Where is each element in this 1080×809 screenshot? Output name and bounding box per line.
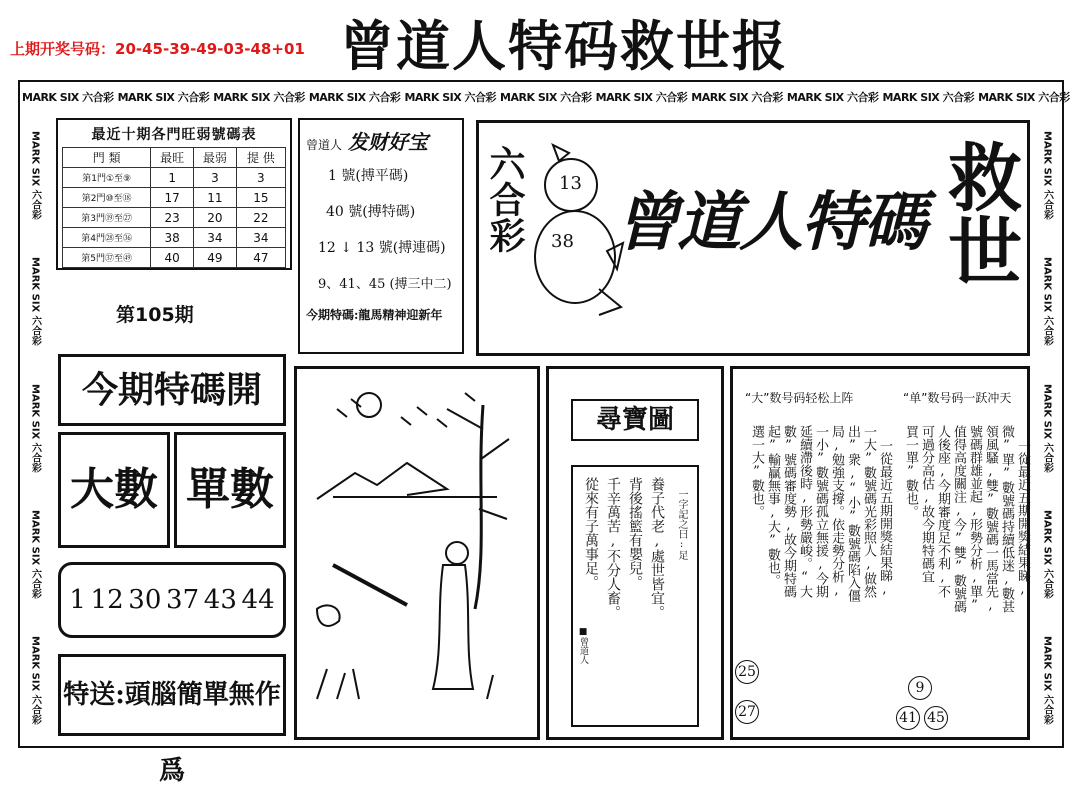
option-big-label: 大數	[70, 464, 158, 515]
table-cell: 38	[151, 228, 194, 248]
number-ball: 25	[735, 660, 759, 684]
table-cell: 11	[194, 188, 237, 208]
fortune-box	[298, 118, 464, 354]
history-title: 最近十期各門旺弱號碼表	[91, 127, 257, 143]
special-number: 37	[166, 585, 200, 615]
table-cell: 23	[151, 208, 194, 228]
strip-label: MARK SIX 六合彩	[404, 91, 497, 104]
special-number: 12	[90, 585, 124, 615]
scroll-line: 背後搖籃有嬰兒。	[627, 477, 643, 589]
table-row	[63, 208, 286, 228]
table-cell: 第4門㉘至㊱	[63, 228, 151, 248]
table-header-row	[63, 148, 286, 168]
fortune-line: 40 號(搏特碼)	[326, 204, 416, 220]
scroll-line: 從來有子萬事足。	[583, 477, 599, 589]
special-number: 1	[69, 585, 86, 615]
column-header: 門 類	[63, 148, 151, 168]
analysis-column: 數”號碼審度勢,故今期特碼	[781, 425, 796, 598]
scroll-line: 千辛萬苦,不分人畜。	[605, 477, 621, 619]
strip-label: MARK SIX 六合彩	[1041, 636, 1053, 726]
analysis-column: 買一單”數也。	[903, 425, 918, 518]
fortune-heading	[306, 126, 456, 155]
strip-label: MARK SIX 六合彩	[691, 91, 783, 104]
strip-label: MARK SIX 六合彩	[1041, 130, 1053, 220]
table-cell: 34	[194, 228, 237, 248]
banner-title-side: 救世	[936, 139, 1022, 287]
banner-box	[476, 120, 1030, 356]
analysis-column: 人後座,今期審度足不利,不	[935, 425, 950, 598]
option-odd-label: 單數	[186, 464, 274, 515]
table-cell: 第5門㊲至㊾	[63, 248, 151, 268]
scroll-line: 養子代老,處世皆宜。	[649, 477, 665, 619]
open-title: 今期特碼開	[81, 369, 262, 411]
table-row	[63, 228, 286, 248]
analysis-column: 局,勉強支撐。依走勢分析,	[829, 425, 844, 598]
analysis-column: 一從最近五期開獎結果睇,	[877, 439, 892, 597]
option-big-box	[58, 432, 170, 548]
option-odd-box	[174, 432, 286, 548]
mark-six-strip-top	[20, 84, 1070, 110]
strip-label: MARK SIX 六合彩	[22, 91, 114, 104]
analysis-column: 出”衆,“小”數號碼陷入僵	[845, 425, 860, 602]
strip-label: MARK SIX 六合彩	[595, 91, 688, 104]
strip-label: MARK SIX 六合彩	[978, 91, 1070, 104]
special-number: 44	[241, 585, 275, 615]
gift-text: 特送:頭腦簡單無作爲	[63, 680, 281, 786]
number-ball: 45	[924, 706, 948, 730]
history-table	[62, 147, 286, 268]
table-cell: 49	[194, 248, 237, 268]
mark-six-strip-left	[24, 112, 46, 744]
analysis-column: 可過分高估,故今期特碼宜	[919, 425, 934, 583]
strip-label: MARK SIX 六合彩	[308, 91, 401, 104]
table-cell: 34	[236, 228, 285, 248]
last-draw-label: 上期开奖号码：20-45-39-49-03-48+01	[10, 40, 305, 58]
table-cell: 1	[151, 168, 194, 188]
illustration-box	[294, 366, 540, 740]
numbers-box	[58, 562, 286, 638]
analysis-column: 領風騷,雙”數號碼一馬當先,	[983, 425, 998, 613]
banner-title: 曾道人特碼	[615, 185, 925, 260]
analysis-column: 一從最近五期開獎結果睇,	[1015, 439, 1030, 597]
table-row	[63, 248, 286, 268]
strip-label: MARK SIX 六合彩	[882, 91, 975, 104]
strip-label: MARK SIX 六合彩	[29, 257, 41, 346]
analysis-box	[730, 366, 1030, 740]
number-ball: 9	[908, 676, 932, 700]
fortune-line: 12 ↓ 13 號(搏連碼)	[318, 240, 446, 256]
woman-carrying-baby-illustration	[297, 369, 537, 737]
treasure-title: 尋寶圖	[571, 399, 699, 441]
table-cell: 第3門⑲至㉗	[63, 208, 151, 228]
strip-label: MARK SIX 六合彩	[1041, 257, 1053, 346]
gift-box	[58, 654, 286, 786]
analysis-column: 選一大”數也。	[749, 425, 764, 518]
open-title-box	[58, 354, 286, 426]
strip-label: MARK SIX 六合彩	[786, 91, 879, 104]
analysis-column: 值得高度關注,今”雙”數號碼	[951, 425, 966, 613]
number-ball: 41	[896, 706, 920, 730]
strip-label: MARK SIX 六合彩	[29, 509, 41, 599]
strip-label: MARK SIX 六合彩	[117, 91, 210, 104]
special-number: 43	[203, 585, 237, 615]
column-header: 最弱	[194, 148, 237, 168]
strip-label: MARK SIX 六合彩	[500, 91, 592, 104]
strip-label: MARK SIX 六合彩	[1041, 509, 1053, 599]
treasure-scroll	[571, 465, 699, 727]
analysis-column: 號碼群雄並起,形勢分析,單”	[967, 425, 982, 613]
analysis-column: 起”輸贏無事,大”數也。	[765, 425, 780, 587]
number-ball: 27	[735, 700, 759, 724]
banner-vertical-label: 六合彩	[484, 145, 526, 253]
special-number: 30	[128, 585, 162, 615]
analysis-column: 微”單”數號碼持續低迷,數甚	[999, 425, 1014, 613]
analysis-column: 一小”數號碼孤立無援,今期	[813, 425, 828, 598]
table-cell: 17	[151, 188, 194, 208]
scroll-footer: ■曾道人	[578, 627, 588, 664]
table-cell: 第1門①至⑨	[63, 168, 151, 188]
gourd-illustration	[529, 139, 625, 319]
fortune-heading-prefix: 曾道人	[306, 138, 343, 152]
table-cell: 第2門⑩至⑱	[63, 188, 151, 208]
ball-number: 13	[559, 173, 582, 194]
strip-label: MARK SIX 六合彩	[1041, 383, 1053, 473]
strip-label: MARK SIX 六合彩	[29, 130, 41, 220]
strip-label: MARK SIX 六合彩	[29, 636, 41, 726]
strip-label: MARK SIX 六合彩	[29, 383, 41, 473]
analysis-column: 一大”數號碼光彩照人,做然	[861, 425, 876, 598]
ball-number: 38	[551, 231, 574, 252]
analysis-heading-big: “大”数号码轻松上阵	[745, 391, 854, 405]
table-cell: 20	[194, 208, 237, 228]
analysis-heading-single: “单”数号码一跃冲天	[903, 391, 1012, 405]
treasure-box	[546, 366, 724, 740]
table-cell: 3	[236, 168, 285, 188]
issue-number: 第105期	[116, 304, 194, 326]
scroll-header: 一字記之曰:足	[676, 489, 687, 560]
strip-label: MARK SIX 六合彩	[213, 91, 305, 104]
column-header: 提 供	[236, 148, 285, 168]
table-cell: 15	[236, 188, 285, 208]
table-cell: 47	[236, 248, 285, 268]
table-row	[63, 188, 286, 208]
page-title: 曾道人特码救世报	[340, 14, 788, 78]
fortune-line: 9、41、45 (搏三中二)	[318, 277, 452, 292]
history-table-box	[56, 118, 292, 270]
table-cell: 3	[194, 168, 237, 188]
fortune-heading-title: 发财好宝	[348, 130, 429, 154]
fortune-line: 1 號(搏平碼)	[328, 168, 409, 184]
fortune-special: 今期特碼:龍馬精神迎新年	[306, 308, 443, 322]
table-cell: 40	[151, 248, 194, 268]
table-cell: 22	[236, 208, 285, 228]
table-row	[63, 168, 286, 188]
column-header: 最旺	[151, 148, 194, 168]
mark-six-strip-right	[1036, 112, 1058, 744]
analysis-column: 延續滯後時,形勢嚴峻。“大	[797, 425, 812, 598]
